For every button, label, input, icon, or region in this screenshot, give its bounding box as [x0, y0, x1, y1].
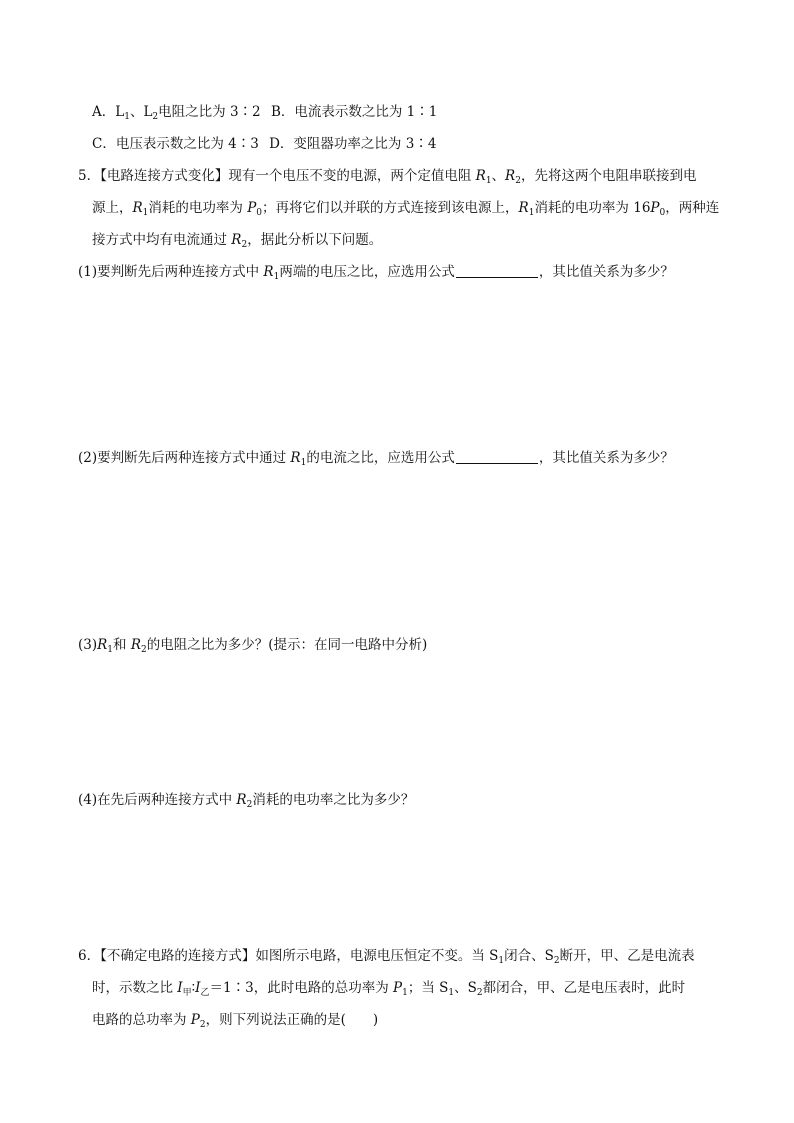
q6-number: 6． [78, 948, 101, 964]
option-c-d-row [92, 134, 436, 154]
q5-tag: 【电路连接方式变化】 [100, 168, 229, 184]
option-b: B．电流表示数之比为 1∶1 [270, 104, 438, 120]
q5-line-2: 源上，$R_1$消耗的电功率为 $P_0$；再将它们以并联的方式连接到该电源上，$R_1$消耗的电功率为 $16P_0$，两种连 [92, 200, 720, 218]
q5-sub-4: (4)在先后两种连接方式中 $R_2$消耗的电功率之比为多少？ [78, 792, 415, 810]
q5-sub-3: $(3)R_1$和 $R_2$的电阻之比为多少？(提示：在同一电路中分析) [78, 637, 428, 655]
q6-line-2: 时，示数之比 $I_甲∶I_乙=1∶3$，此时电路的总功率为 $P_1$；当 $S_1$、$S_2$都闭合，甲、乙是电压表时，此时 [92, 980, 686, 998]
option-c: C．电压表示数之比为 4∶3 [92, 136, 259, 152]
q5-line-3: 接方式中均有电流通过 $R_2$，据此分析以下问题。 [92, 232, 383, 250]
q6-line-1: 6．【不确定电路的连接方式】如图所示电路，电源电压恒定不变。当 $S_1$闭合、$S_2$断开，甲、乙是电流表 [78, 948, 695, 966]
option-d: D．变阻器功率之比为 3∶4 [269, 136, 437, 152]
q6-tag: 【不确定电路的连接方式】 [100, 948, 256, 964]
answer-blank-2[interactable] [456, 449, 538, 464]
q5-sub-2: (2)要判断先后两种连接方式中通过 $R_1$的电流之比，应选用公式 ，其比值关系为多少？ [78, 450, 674, 468]
option-a-b-row [92, 102, 437, 122]
q5-number: 5． [78, 168, 101, 184]
q5-line-1: 5．【电路连接方式变化】现有一个电压不变的电源，两个定值电阻 $R_1$、$R_2$，先将这两个电阻串联接到电 [78, 168, 697, 186]
answer-blank-1[interactable] [456, 263, 538, 278]
option-a: A．$L_1$、$L_2$电阻之比为 3∶2 [92, 104, 261, 122]
q6-line-3: 电路的总功率为 $P_2$，则下列说法正确的是( ) [92, 1012, 379, 1030]
q5-sub-1: (1)要判断先后两种连接方式中 $R_1$两端的电压之比，应选用公式 ，其比值关系为多少？ [78, 264, 674, 282]
